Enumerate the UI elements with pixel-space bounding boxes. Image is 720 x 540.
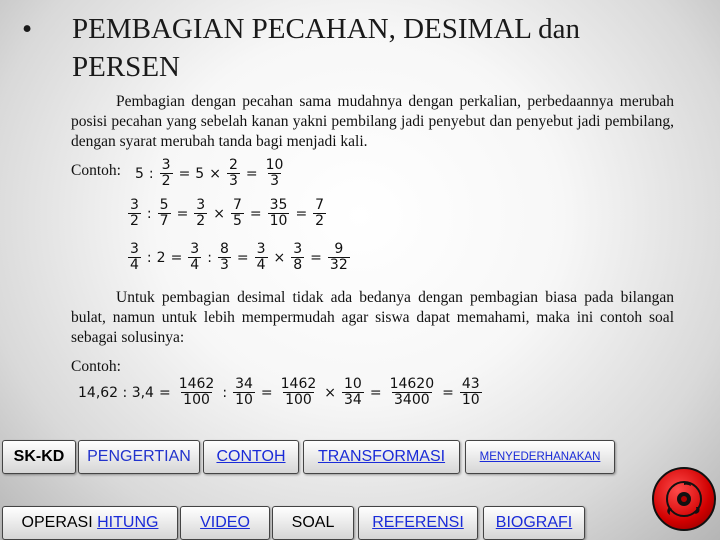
example-4: 14,62 : 3,4 = $\frac{1462}{100}$ : $\frac{34}{10}$ = $\frac{1462}{100}$ × $\frac{10}{34}$ = $\frac{14620}{3400}$ = $\frac{43}{10}$ [78, 376, 480, 408]
ex1-fraction: $\frac{2}{3}$ [228, 157, 238, 189]
paragraph-fraction-division [71, 92, 674, 152]
contoh-label-1: Contoh: [71, 162, 121, 179]
ex1-fraction: $\frac{10}{3}$ [265, 157, 284, 189]
ex1-number: 5 [135, 165, 144, 182]
menyederhanakan-button[interactable]: MENYEDERHANAKAN [465, 440, 615, 474]
ex1-divide: : [148, 165, 154, 182]
title-bullet: • [22, 13, 33, 45]
pengertian-label: PENGERTIAN [87, 448, 191, 465]
logo-graphic [654, 469, 714, 529]
operasi-label: OPERASI [21, 514, 93, 531]
slide-title [22, 10, 712, 86]
ex4-fraction: $\frac{43}{10}$ [461, 376, 480, 408]
contoh-label-2: Contoh: [71, 358, 121, 375]
ex2-fraction: $\frac{35}{10}$ [269, 197, 288, 229]
example-1: 5 : $\frac{3}{2}$ = 5 × $\frac{2}{3}$ = $\frac{10}{3}$ [135, 157, 284, 189]
example-2: $\frac{3}{2}$ : $\frac{5}{7}$ = $\frac{3}{2}$ × $\frac{7}{5}$ = $\frac{35}{10}$ = $\frac{7}{2}$ [130, 197, 325, 229]
title-line-1: PEMBAGIAN PECAHAN, DESIMAL dan [72, 13, 581, 45]
ex2-fraction: $\frac{7}{2}$ [315, 197, 325, 229]
ex4-fraction: $\frac{34}{10}$ [235, 376, 253, 408]
hitung-label: HITUNG [97, 514, 159, 531]
title-line-2: PERSEN [72, 51, 180, 83]
ex4-fraction: $\frac{1462}{100}$ [178, 376, 215, 408]
ex3-fraction: $\frac{8}{3}$ [219, 241, 229, 273]
skkd-button[interactable]: SK-KD [2, 440, 76, 474]
ex3-fraction: $\frac{9}{32}$ [329, 241, 348, 273]
ex4-fraction: $\frac{14620}{3400}$ [389, 376, 435, 408]
referensi-button[interactable]: REFERENSI [358, 506, 478, 540]
paragraph-text: Untuk pembagian desimal tidak ada bedanya dengan pembagian biasa pada bilangan bulat, namun untuk lebih mempermudah agar siswa dapat memahami, maka ini contoh soal sebagai solusinya: [71, 289, 674, 346]
biografi-button[interactable]: BIOGRAFI [483, 506, 585, 540]
video-button[interactable]: VIDEO [180, 506, 270, 540]
ex4-fraction: $\frac{10}{34}$ [344, 376, 362, 408]
ex2-fraction: $\frac{5}{7}$ [159, 197, 169, 229]
ex1-fraction: $\frac{3}{2}$ [161, 157, 171, 189]
example-3: $\frac{3}{4}$ : 2 = $\frac{3}{4}$ : $\frac{8}{3}$ = $\frac{3}{4}$ × $\frac{3}{8}$ = $\frac{9}{32}$ [130, 241, 348, 273]
ex2-fraction: $\frac{3}{2}$ [196, 197, 206, 229]
operasi-hitung-button[interactable] [2, 506, 178, 540]
ex3-fraction: $\frac{3}{4}$ [256, 241, 266, 273]
ex3-fraction: $\frac{3}{8}$ [293, 241, 303, 273]
transformasi-button[interactable]: TRANSFORMASI [303, 440, 460, 474]
ex3-fraction: $\frac{3}{4}$ [130, 241, 139, 273]
contoh-button[interactable]: CONTOH [203, 440, 299, 474]
soal-button[interactable]: SOAL [272, 506, 354, 540]
paragraph-text: Pembagian dengan pecahan sama mudahnya dengan perkalian, perbedaannya merubah posisi pecahan yang sebelah kanan yakni pembilang jadi penyebut dan penyebut jadi pembilang, dengan syarat merubah tanda bagi menjadi kali. [71, 93, 674, 150]
sharingan-logo-icon[interactable] [652, 467, 716, 531]
ex4-expression: 14,62 : 3,4 [78, 384, 154, 401]
ex2-fraction: $\frac{3}{2}$ [130, 197, 139, 229]
pengertian-button[interactable] [78, 440, 200, 474]
ex4-fraction: $\frac{1462}{100}$ [280, 376, 317, 408]
paragraph-decimal-division [71, 288, 674, 348]
ex3-fraction: $\frac{3}{4}$ [190, 241, 200, 273]
ex2-fraction: $\frac{7}{5}$ [232, 197, 242, 229]
